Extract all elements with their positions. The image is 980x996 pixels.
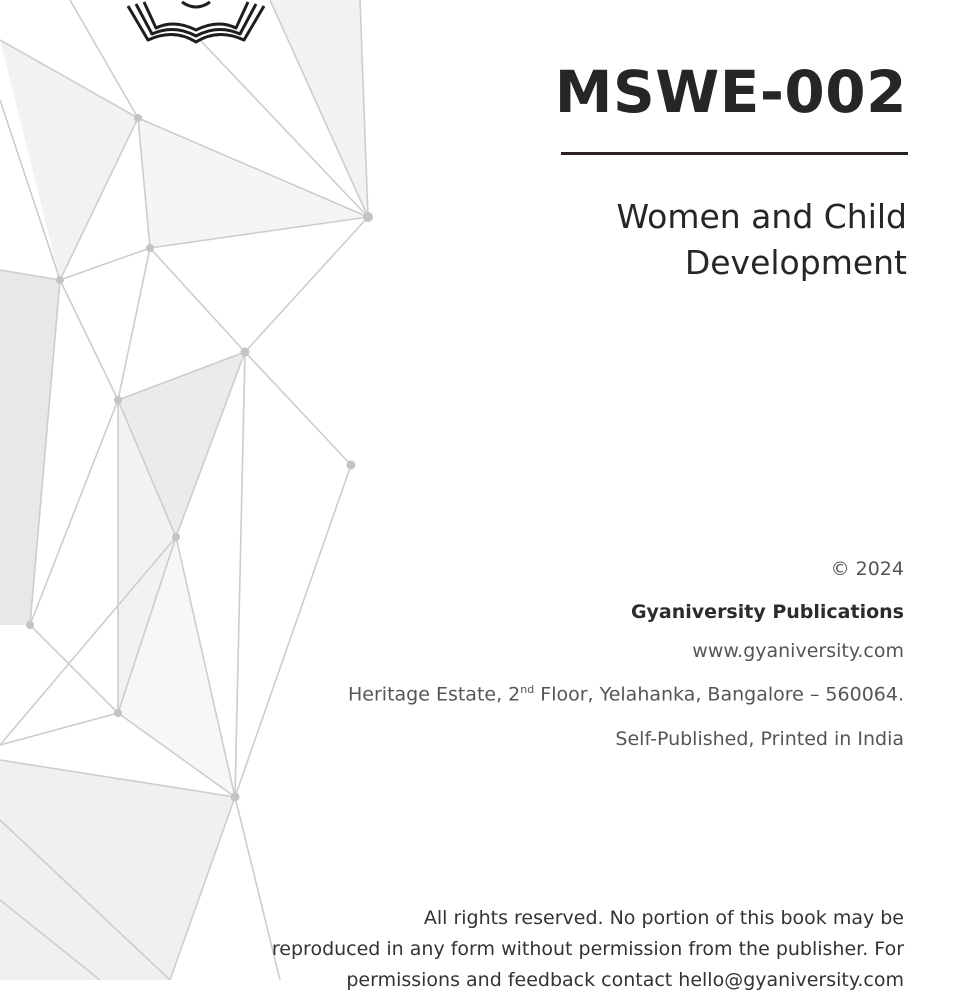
copyright-year: © 2024 xyxy=(830,558,904,580)
course-title-line1: Women and Child xyxy=(616,197,907,236)
address-ordinal: nd xyxy=(520,683,535,696)
rights-line: reproduced in any form without permission from the publisher. For xyxy=(271,938,904,960)
open-book-logo-icon xyxy=(122,0,272,48)
publisher-website: www.gyaniversity.com xyxy=(692,640,904,662)
rights-line: permissions and feedback contact hello@gyaniversity.com xyxy=(346,969,904,991)
course-title xyxy=(487,194,907,286)
rights-notice xyxy=(124,903,904,996)
address-suffix: Floor, Yelahanka, Bangalore – 560064. xyxy=(534,683,904,706)
title-divider xyxy=(561,152,908,155)
address-prefix: Heritage Estate, 2 xyxy=(348,683,521,706)
rights-line: All rights reserved. No portion of this book may be xyxy=(423,907,904,929)
publisher-address xyxy=(348,683,904,705)
printed-note: Self-Published, Printed in India xyxy=(615,728,904,750)
course-title-line2: Development xyxy=(684,243,907,282)
course-code: MSWE-002 xyxy=(554,58,907,126)
publisher-name: Gyaniversity Publications xyxy=(630,601,904,623)
